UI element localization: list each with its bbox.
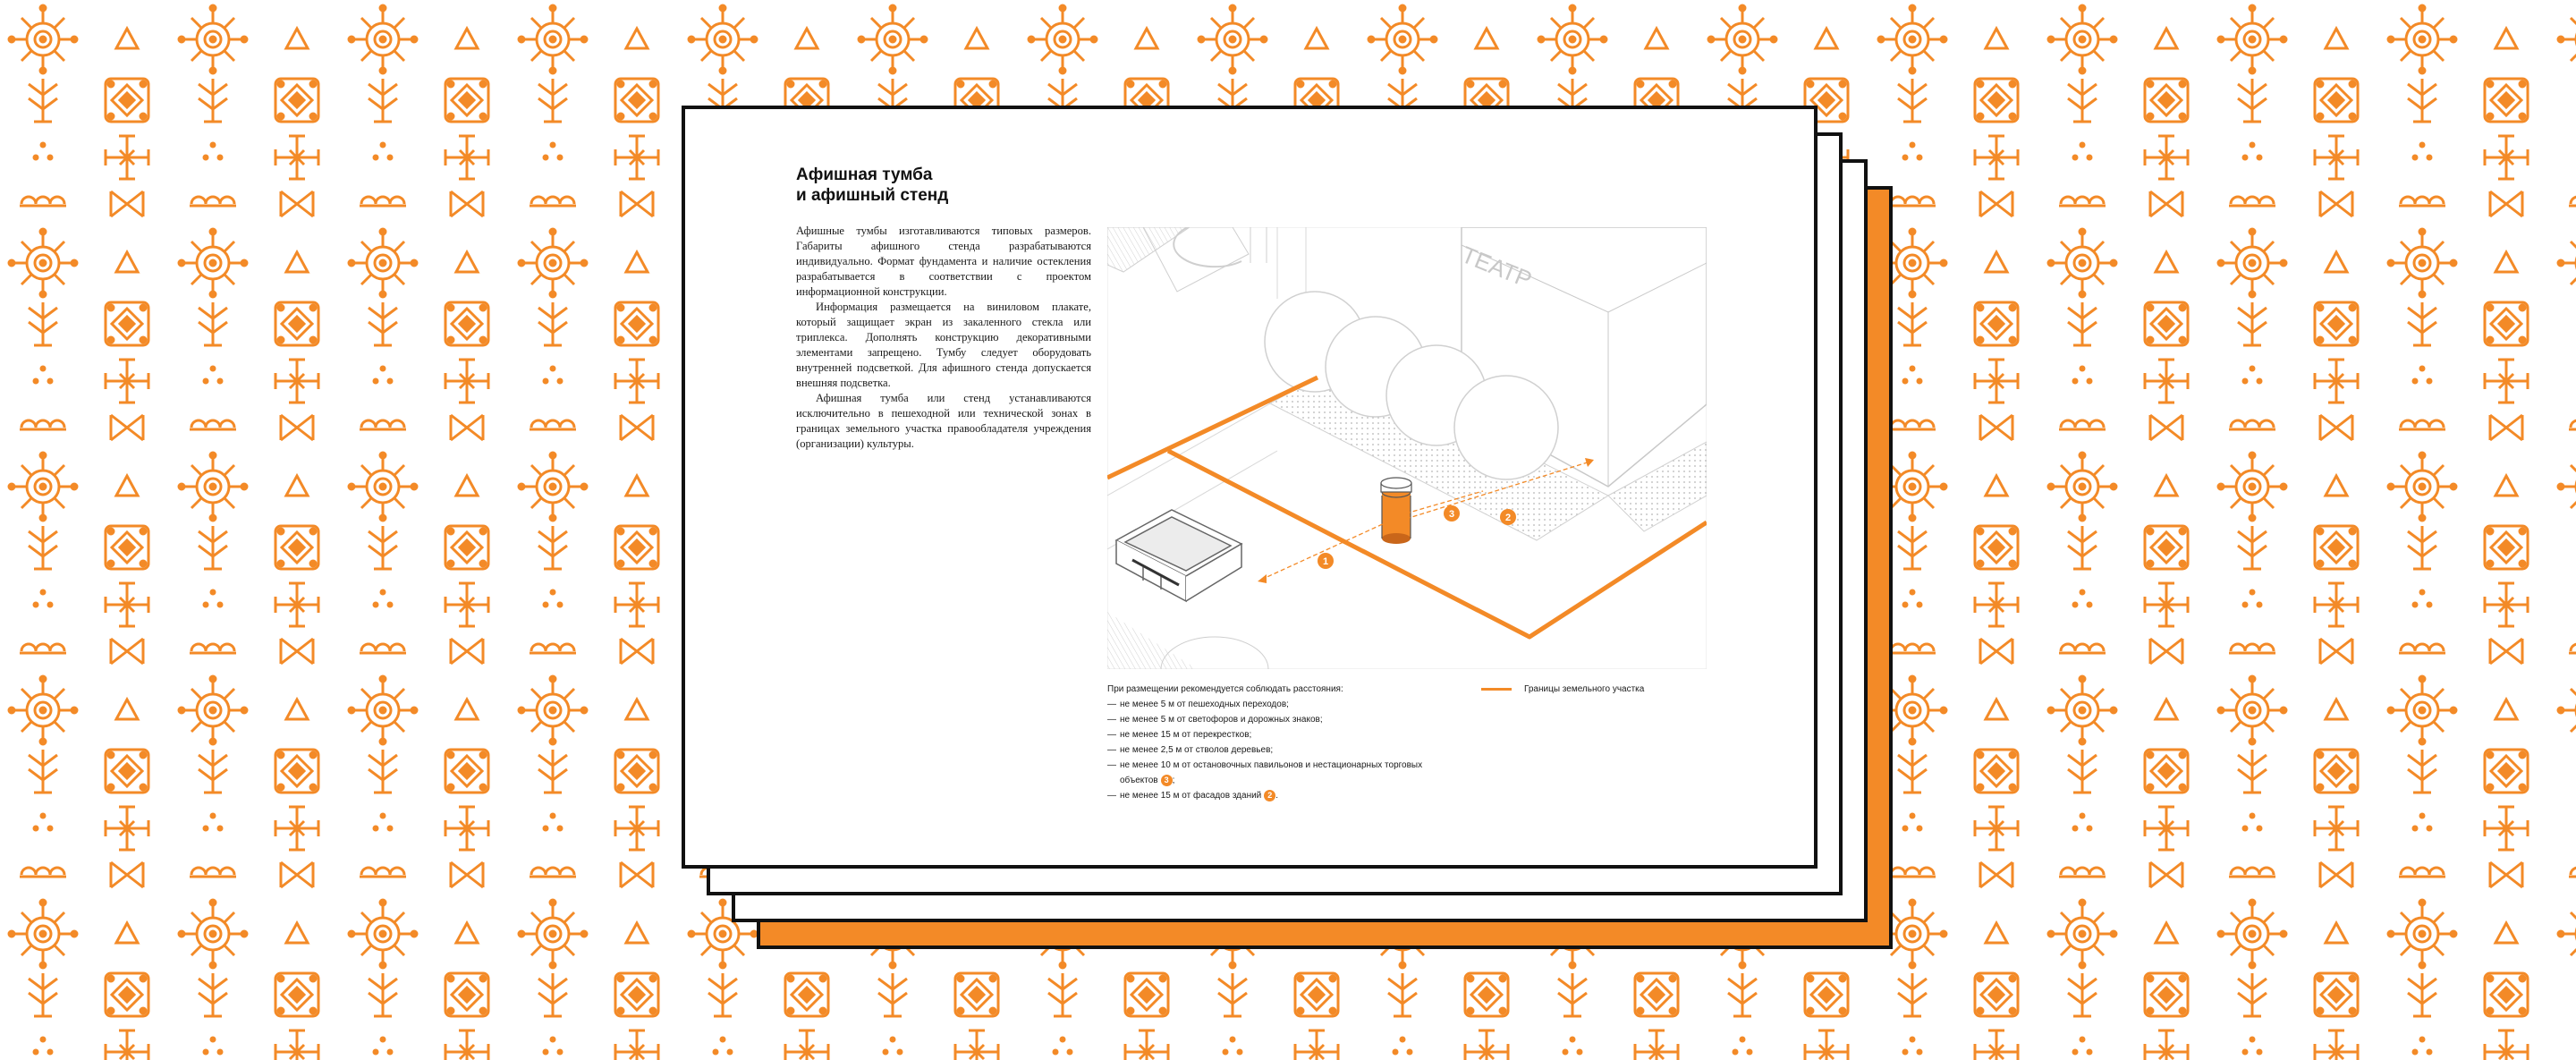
placement-illustration [1107,227,1707,669]
list-item: — не менее 2,5 м от стволов деревьев; [1107,742,1447,758]
paragraph: Афишные тумбы изготавливаются типовых размеров. Габариты афишного стенда разрабатываются индивидуально. Формат фундамента и наличие остекления разрабатывается в соответствии с проектом информационной конструкции. [796,225,1091,298]
svg-text:3: 3 [1448,509,1455,520]
list-item: — не менее 5 м от пешеходных переходов; [1107,697,1447,712]
list-item: — не менее 15 м от перекрестков; [1107,727,1447,742]
distance-notes [1107,682,1447,803]
page-title-line-1: Афишная тумба [796,165,933,184]
page-title-line-2: и афишный стенд [796,186,949,205]
legend-line-swatch [1481,688,1512,691]
document-page [682,106,1818,869]
list-item: — не менее 10 м от остановочных павильонов и нестационарных торговых объектов 3 ; [1107,758,1447,788]
svg-text:2: 2 [1504,513,1512,523]
marker-1 [1318,553,1334,569]
marker-3 [1444,505,1460,522]
marker-badge: 2 [1264,790,1275,801]
svg-text:1: 1 [1322,556,1329,567]
body-text [796,224,1091,452]
list-item: — не менее 15 м от фасадов зданий 2 . [1107,788,1447,803]
marker-badge: 3 [1161,775,1173,786]
page-title [796,165,1064,206]
notes-list [1107,697,1447,803]
list-item: — не менее 5 м от светофоров и дорожных знаков; [1107,712,1447,727]
marker-2 [1500,509,1516,525]
advertising-column-illustration [1381,478,1411,544]
building-sign: ТЕАТР [1457,241,1536,293]
notes-intro: При размещении рекомендуется соблюдать расстояния: [1107,684,1343,694]
legend [1481,682,1644,697]
paragraph: Афишная тумба или стенд устанавливаются исключительно в пешеходной или технической зонах в границах земельного участка правообладателя учреждения (организации) культуры. [796,392,1091,450]
legend-label: Границы земельного участка [1524,684,1645,694]
paragraph: Информация размещается на виниловом плакате, который защищает экран из закаленного стекла или триплекса. Дополнять конструкцию декоративными элементами запрещено. Тумбу следует оборудовать внутренней подсветкой. Для афишного стенда допускается внешняя подсветка. [796,301,1091,389]
